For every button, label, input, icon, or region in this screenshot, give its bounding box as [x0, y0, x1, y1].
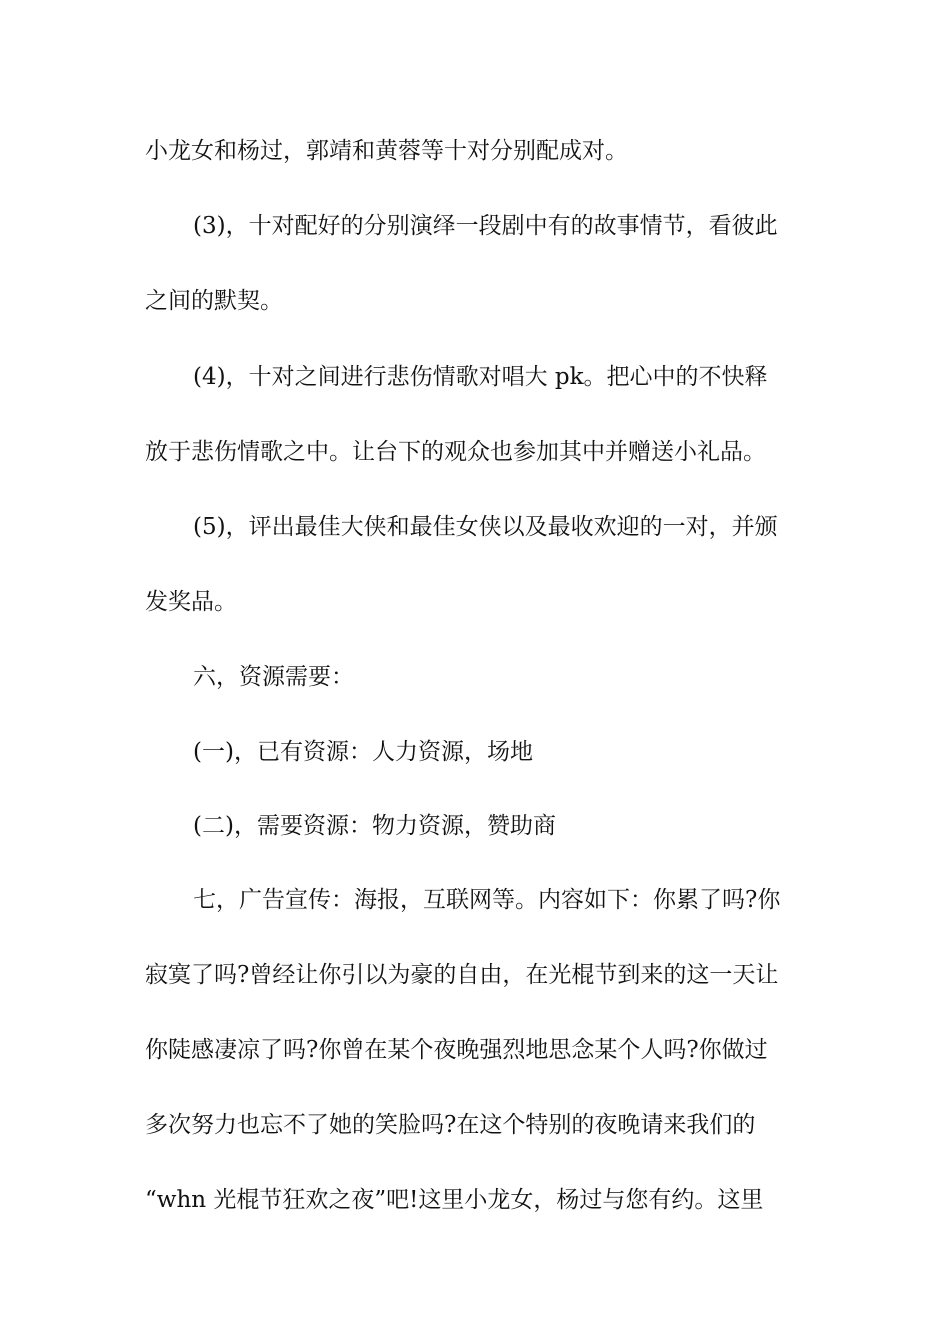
text-line: (一)，已有资源：人力资源，场地: [193, 739, 533, 765]
text-line: 寂寞了吗?曾经让你引以为豪的自由，在光棍节到来的这一天让: [145, 962, 779, 988]
text-line: 小龙女和杨过，郭靖和黄蓉等十对分别配成对。: [145, 138, 628, 164]
text-line: (3)，十对配好的分别演绎一段剧中有的故事情节，看彼此: [193, 213, 778, 239]
text-line: 放于悲伤情歌之中。让台下的观众也参加其中并赠送小礼品。: [145, 439, 766, 465]
text-line: 发奖品。: [145, 589, 237, 615]
text-line: 多次努力也忘不了她的笑脸吗?在这个特别的夜晚请来我们的: [145, 1112, 756, 1138]
text-line: “whn 光棍节狂欢之夜”吧!这里小龙女，杨过与您有约。这里: [145, 1187, 764, 1213]
section-heading: 六，资源需要：: [193, 664, 354, 690]
text-line: (二)，需要资源：物力资源，赞助商: [193, 813, 556, 839]
section-heading: 七，广告宣传：海报，互联网等。内容如下：你累了吗?你: [193, 887, 781, 913]
text-line: (5)，评出最佳大侠和最佳女侠以及最收欢迎的一对，并颁: [193, 514, 778, 540]
text-line: (4)，十对之间进行悲伤情歌对唱大 pk。把心中的不快释: [193, 364, 768, 390]
text-line: 你陡感凄凉了吗?你曾在某个夜晚强烈地思念某个人吗?你做过: [145, 1037, 768, 1063]
text-line: 之间的默契。: [145, 288, 283, 314]
